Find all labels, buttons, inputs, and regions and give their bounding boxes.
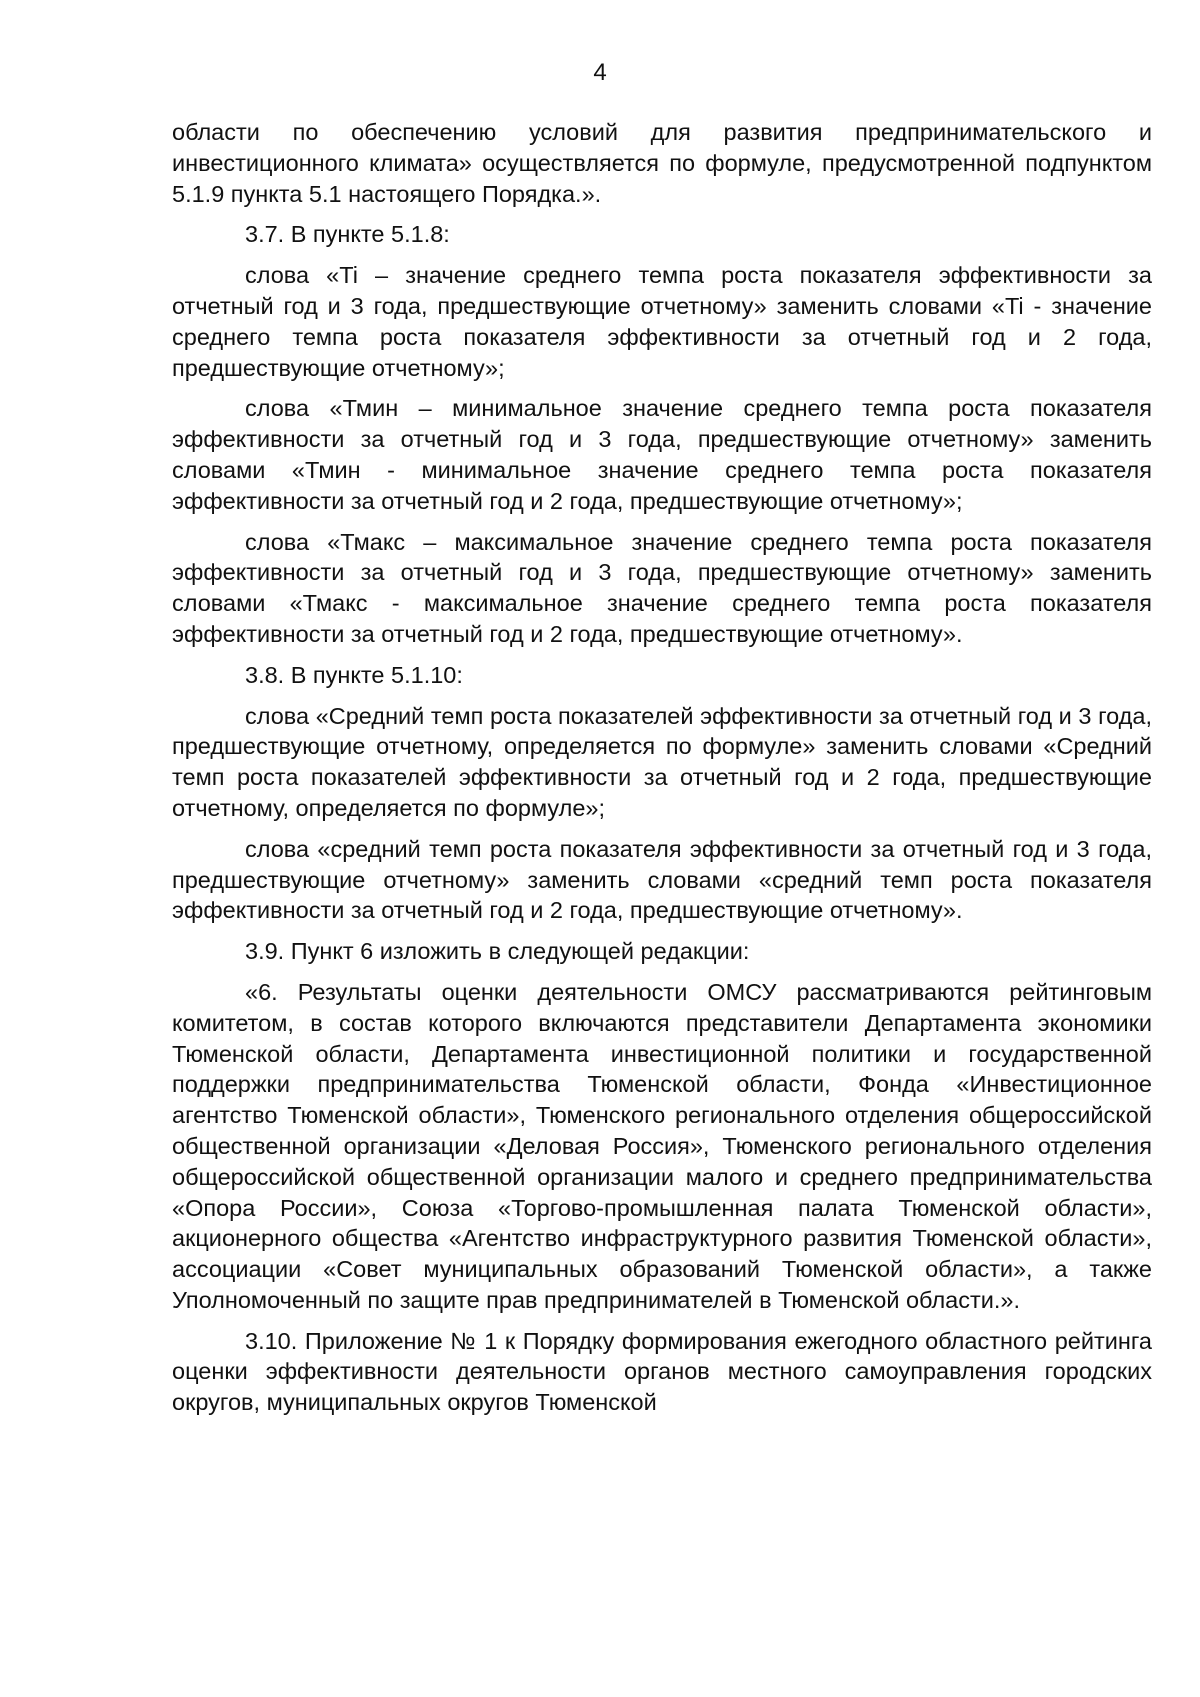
paragraph-point-6-text: «6. Результаты оценки деятельности ОМСУ рассматриваются рейтинговым комитетом, в состав которого включаются представители Департамента экономики Тюменской области, Департамента инвестиционной политики и государственной поддержки предпринимательства Тюменской области, Фонда «Инвестиционное агентство Тюменской области», Тюменского регионального отделения общероссийской общественной организации «Деловая Россия», Тюменского регионального отделения общероссийской общественной организации малого и среднего предпринимательства «Опора России», Союза «Торгово-промышленная палата Тюменской области», акционерного общества «Агентство инфраструктурного развития Тюменской области», ассоциации «Совет муниципальных образований Тюменской области», а также Уполномоченный по защите прав предпринимателей в Тюменской области.». — [172, 978, 1152, 1313]
paragraph-3-9-heading: 3.9. Пункт 6 изложить в следующей редакции: — [245, 938, 750, 965]
paragraph-tmin-replacement: слова «Тмин – минимальное значение среднего темпа роста показателя эффективности за отчетный год и 3 года, предшествующие отчетному» заменить словами «Тмин - минимальное значение среднего темпа роста показателя эффективности за отчетный год и 2 года, предшествующие отчетному»; — [172, 395, 1152, 514]
document-body — [172, 117, 1152, 1428]
paragraph-avg-rate-lower-replacement: слова «средний темп роста показателя эффективности за отчетный год и 3 года, предшествующие отчетному» заменить словами «средний темп роста показателя эффективности за отчетный год и 2 года, предшествующие отчетному». — [172, 835, 1152, 924]
paragraph-tmax-replacement: слова «Тмакс – максимальное значение среднего темпа роста показателя эффективности за отчетный год и 3 года, предшествующие отчетному» заменить словами «Тмакс - максимальное значение среднего темпа роста показателя эффективности за отчетный год и 2 года, предшествующие отчетному». — [172, 528, 1152, 647]
paragraph-continuation: области по обеспечению условий для развития предпринимательского и инвестиционного климата» осуществляется по формуле, предусмотренной подпунктом 5.1.9 пункта 5.1 настоящего Порядка.». — [172, 119, 1152, 207]
paragraph-3-8-heading: 3.8. В пункте 5.1.10: — [245, 661, 463, 688]
paragraph-3-10: 3.10. Приложение № 1 к Порядку формирования ежегодного областного рейтинга оценки эффективности деятельности органов местного самоуправления городских округов, муниципальных округов Тюменской — [172, 1327, 1152, 1416]
paragraph-ti-replacement: слова «Ti – значение среднего темпа роста показателя эффективности за отчетный год и 3 года, предшествующие отчетному» заменить словами «Ti - значение среднего темпа роста показателя эффективности за отчетный год и 2 года, предшествующие отчетному»; — [172, 262, 1152, 381]
page-number: 4 — [593, 59, 607, 86]
paragraph-avg-rate-replacement: слова «Средний темп роста показателей эффективности за отчетный год и 3 года, предшествующие отчетному, определяется по формуле» заменить словами «Средний темп роста показателей эффективности за отчетный год и 2 года, предшествующие отчетному, определяется по формуле»; — [172, 702, 1152, 821]
paragraph-3-7-heading: 3.7. В пункте 5.1.8: — [245, 221, 450, 248]
